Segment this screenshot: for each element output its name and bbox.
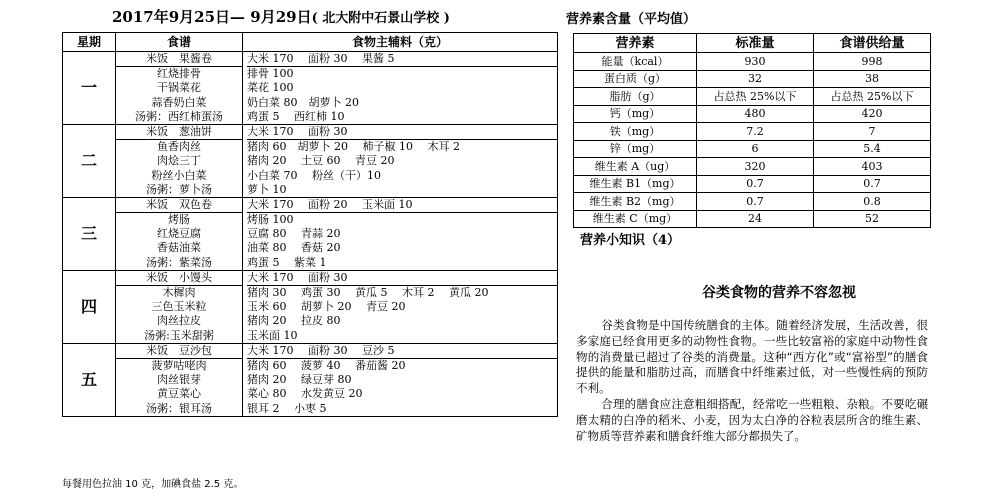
nutrient-name: 铁（mg） xyxy=(574,123,697,141)
dish-name: 红烧排骨 xyxy=(157,67,201,81)
ingredient-line: 烤肠 100 xyxy=(247,213,294,227)
ingredient-line: 大米 170 面粉 30 豆沙 5 xyxy=(247,344,557,359)
ingredients-cell xyxy=(243,270,558,343)
ingredient-line: 大米 170 面粉 30 xyxy=(247,125,557,140)
nutrition-table xyxy=(573,33,931,228)
ingredients-cell xyxy=(243,52,558,125)
nutrient-name: 锌（mg） xyxy=(574,140,697,158)
standard-value: 7.2 xyxy=(697,123,814,141)
supply-value: 998 xyxy=(814,53,931,71)
nutrient-row xyxy=(574,193,931,211)
dish-name: 干锅菜花 xyxy=(157,81,201,95)
dish-name: 米饭 小馒头 xyxy=(116,271,242,286)
ingredient-line: 萝卜 10 xyxy=(247,182,287,196)
dish-name: 汤粥:玉米甜粥 xyxy=(144,328,214,342)
standard-value: 0.7 xyxy=(697,175,814,193)
footnote: 每餐用色拉油 10 克，加碘食盐 2.5 克。 xyxy=(62,479,244,490)
day-block xyxy=(63,197,558,270)
nutrient-name: 蛋白质（g） xyxy=(574,70,697,88)
dish-name: 红烧豆腐 xyxy=(157,227,201,241)
standard-value: 占总热 25%以下 xyxy=(697,88,814,106)
ingredients-cell xyxy=(243,124,558,197)
dish-name: 汤粥：萝卜汤 xyxy=(146,182,212,196)
dish-name: 香菇油菜 xyxy=(157,241,201,255)
dish-name: 菠萝咕咾肉 xyxy=(151,358,207,372)
ingredient-line: 大米 170 面粉 20 玉米面 10 xyxy=(247,198,557,213)
header-nutrient: 营养素 xyxy=(574,34,697,53)
dish-name: 米饭 果酱卷 xyxy=(116,52,242,67)
weekday-cell: 五 xyxy=(63,343,116,416)
supply-value: 38 xyxy=(814,70,931,88)
supply-value: 0.7 xyxy=(814,175,931,193)
ingredient-line: 小白菜 70 粉丝（干）10 xyxy=(247,168,381,182)
header-standard: 标准量 xyxy=(697,34,814,53)
dish-name: 米饭 葱油饼 xyxy=(116,125,242,140)
nutrient-row xyxy=(574,140,931,158)
weekday-cell: 四 xyxy=(63,270,116,343)
dish-name: 肉丝银芽 xyxy=(157,373,201,387)
nutrient-row xyxy=(574,175,931,193)
standard-value: 320 xyxy=(697,158,814,176)
nutrient-row xyxy=(574,105,931,123)
ingredient-line: 猪肉 60 胡萝卜 20 柿子椒 10 木耳 2 xyxy=(247,140,460,154)
supply-value: 0.8 xyxy=(814,193,931,211)
ingredient-line: 玉米面 10 xyxy=(247,328,298,342)
ingredient-line: 鸡蛋 5 西红柿 10 xyxy=(247,109,345,123)
nutrient-name: 维生素 B1（mg） xyxy=(574,175,697,193)
weekday-cell: 一 xyxy=(63,52,116,125)
nutrition-title: 营养素含量（平均值） xyxy=(566,12,697,27)
day-block xyxy=(63,270,558,343)
weekly-menu-table xyxy=(62,32,558,417)
dish-name: 木樨肉 xyxy=(162,286,196,299)
ingredient-line: 排骨 100 xyxy=(247,67,294,81)
ingredient-line: 猪肉 20 绿豆芽 80 xyxy=(247,373,352,387)
nutrient-name: 维生素 B2（mg） xyxy=(574,193,697,211)
dish-name: 汤粥：西红柿蛋汤 xyxy=(135,109,223,123)
supply-value: 占总热 25%以下 xyxy=(814,88,931,106)
header-recipe: 食谱 xyxy=(116,33,243,52)
dish-name: 鱼香肉丝 xyxy=(157,140,201,154)
day-block xyxy=(63,52,558,125)
ingredients-cell xyxy=(243,343,558,416)
dish-cell xyxy=(116,52,243,125)
ingredient-line: 猪肉 20 土豆 60 青豆 20 xyxy=(247,154,395,168)
nutrient-row xyxy=(574,210,931,228)
ingredients-cell xyxy=(243,197,558,270)
weekday-cell: 二 xyxy=(63,124,116,197)
ingredient-line: 猪肉 20 拉皮 80 xyxy=(247,314,341,328)
ingredient-line: 鸡蛋 5 紫菜 1 xyxy=(247,255,327,269)
page-title xyxy=(112,6,450,27)
dish-name: 米饭 豆沙包 xyxy=(116,344,242,359)
dish-cell xyxy=(116,197,243,270)
header-weekday: 星期 xyxy=(63,33,116,52)
standard-value: 32 xyxy=(697,70,814,88)
ingredient-line: 菜花 100 xyxy=(247,81,294,95)
weekday-cell: 三 xyxy=(63,197,116,270)
standard-value: 480 xyxy=(697,105,814,123)
menu-body xyxy=(63,52,558,417)
header-ingredients: 食物主辅料（克） xyxy=(243,33,558,52)
ingredient-line: 菜心 80 水发黄豆 20 xyxy=(247,387,363,401)
supply-value: 403 xyxy=(814,158,931,176)
dish-cell xyxy=(116,270,243,343)
dish-name: 黄豆菜心 xyxy=(157,387,201,401)
nutrient-name: 能量（kcal） xyxy=(574,53,697,71)
standard-value: 930 xyxy=(697,53,814,71)
ingredient-line: 奶白菜 80 胡萝卜 20 xyxy=(247,95,359,109)
standard-value: 6 xyxy=(697,140,814,158)
title-school: ( 北大附中石景山学校 ) xyxy=(311,11,450,26)
nutrient-row xyxy=(574,123,931,141)
dish-name: 三色玉米粒 xyxy=(151,300,207,314)
dish-name: 粉丝小白菜 xyxy=(151,168,207,182)
header-supply: 食谱供给量 xyxy=(814,34,931,53)
supply-value: 52 xyxy=(814,210,931,228)
nutrition-body xyxy=(574,53,931,228)
dish-name: 肉丝拉皮 xyxy=(157,314,201,328)
standard-value: 0.7 xyxy=(697,193,814,211)
day-block xyxy=(63,124,558,197)
ingredient-line: 大米 170 面粉 30 xyxy=(247,271,557,286)
ingredient-line: 玉米 60 胡萝卜 20 青豆 20 xyxy=(247,300,406,314)
dish-name: 蒜香奶白菜 xyxy=(151,95,207,109)
nutrient-row xyxy=(574,70,931,88)
nutrient-row xyxy=(574,53,931,71)
article-body xyxy=(576,318,928,444)
day-block xyxy=(63,343,558,416)
dish-cell xyxy=(116,343,243,416)
supply-value: 5.4 xyxy=(814,140,931,158)
ingredient-line: 油菜 80 香菇 20 xyxy=(247,241,341,255)
nutrient-name: 维生素 A（ug） xyxy=(574,158,697,176)
tips-heading: 营养小知识（4） xyxy=(580,233,681,248)
nutrient-row xyxy=(574,88,931,106)
dish-name: 烤肠 xyxy=(168,213,190,227)
ingredient-line: 大米 170 面粉 30 果酱 5 xyxy=(247,52,557,67)
dish-name: 米饭 双色卷 xyxy=(116,198,242,213)
dish-name: 汤粥：银耳汤 xyxy=(146,401,212,415)
title-date-range: 2017年9月25日— 9月29日 xyxy=(112,8,312,26)
dish-name: 汤粥：紫菜汤 xyxy=(146,255,212,269)
standard-value: 24 xyxy=(697,210,814,228)
ingredient-line: 豆腐 80 青蒜 20 xyxy=(247,227,341,241)
nutrient-row xyxy=(574,158,931,176)
nutrient-name: 维生素 C（mg） xyxy=(574,210,697,228)
article-paragraph: 谷类食物是中国传统膳食的主体。随着经济发展，生活改善，很多家庭已经食用更多的动物性食物。一些比较富裕的家庭中动物性食物的消费量已超过了谷类的消费量。这种“西方化”或“富裕型”的膳食提供的能量和脂肪过高，而膳食中纤维素过低，对一些慢性病的预防不利。 xyxy=(576,318,928,396)
ingredient-line: 猪肉 30 鸡蛋 30 黄瓜 5 木耳 2 黄瓜 20 xyxy=(247,286,489,299)
article-paragraph: 合理的膳食应注意粗细搭配，经常吃一些粗粮、杂粮。不要吃碾磨太精的白净的稻米、小麦，因为太白净的谷粒表层所含的维生素、矿物质等营养素和膳食纤维大部分都损失了。 xyxy=(576,396,928,443)
dish-cell xyxy=(116,124,243,197)
ingredient-line: 猪肉 60 菠萝 40 番茄酱 20 xyxy=(247,358,406,372)
ingredient-line: 银耳 2 小枣 5 xyxy=(247,401,327,415)
dish-name: 肉烩三丁 xyxy=(157,154,201,168)
article-title: 谷类食物的营养不容忽视 xyxy=(702,285,856,301)
supply-value: 420 xyxy=(814,105,931,123)
nutrient-name: 钙（mg） xyxy=(574,105,697,123)
supply-value: 7 xyxy=(814,123,931,141)
nutrient-name: 脂肪（g） xyxy=(574,88,697,106)
